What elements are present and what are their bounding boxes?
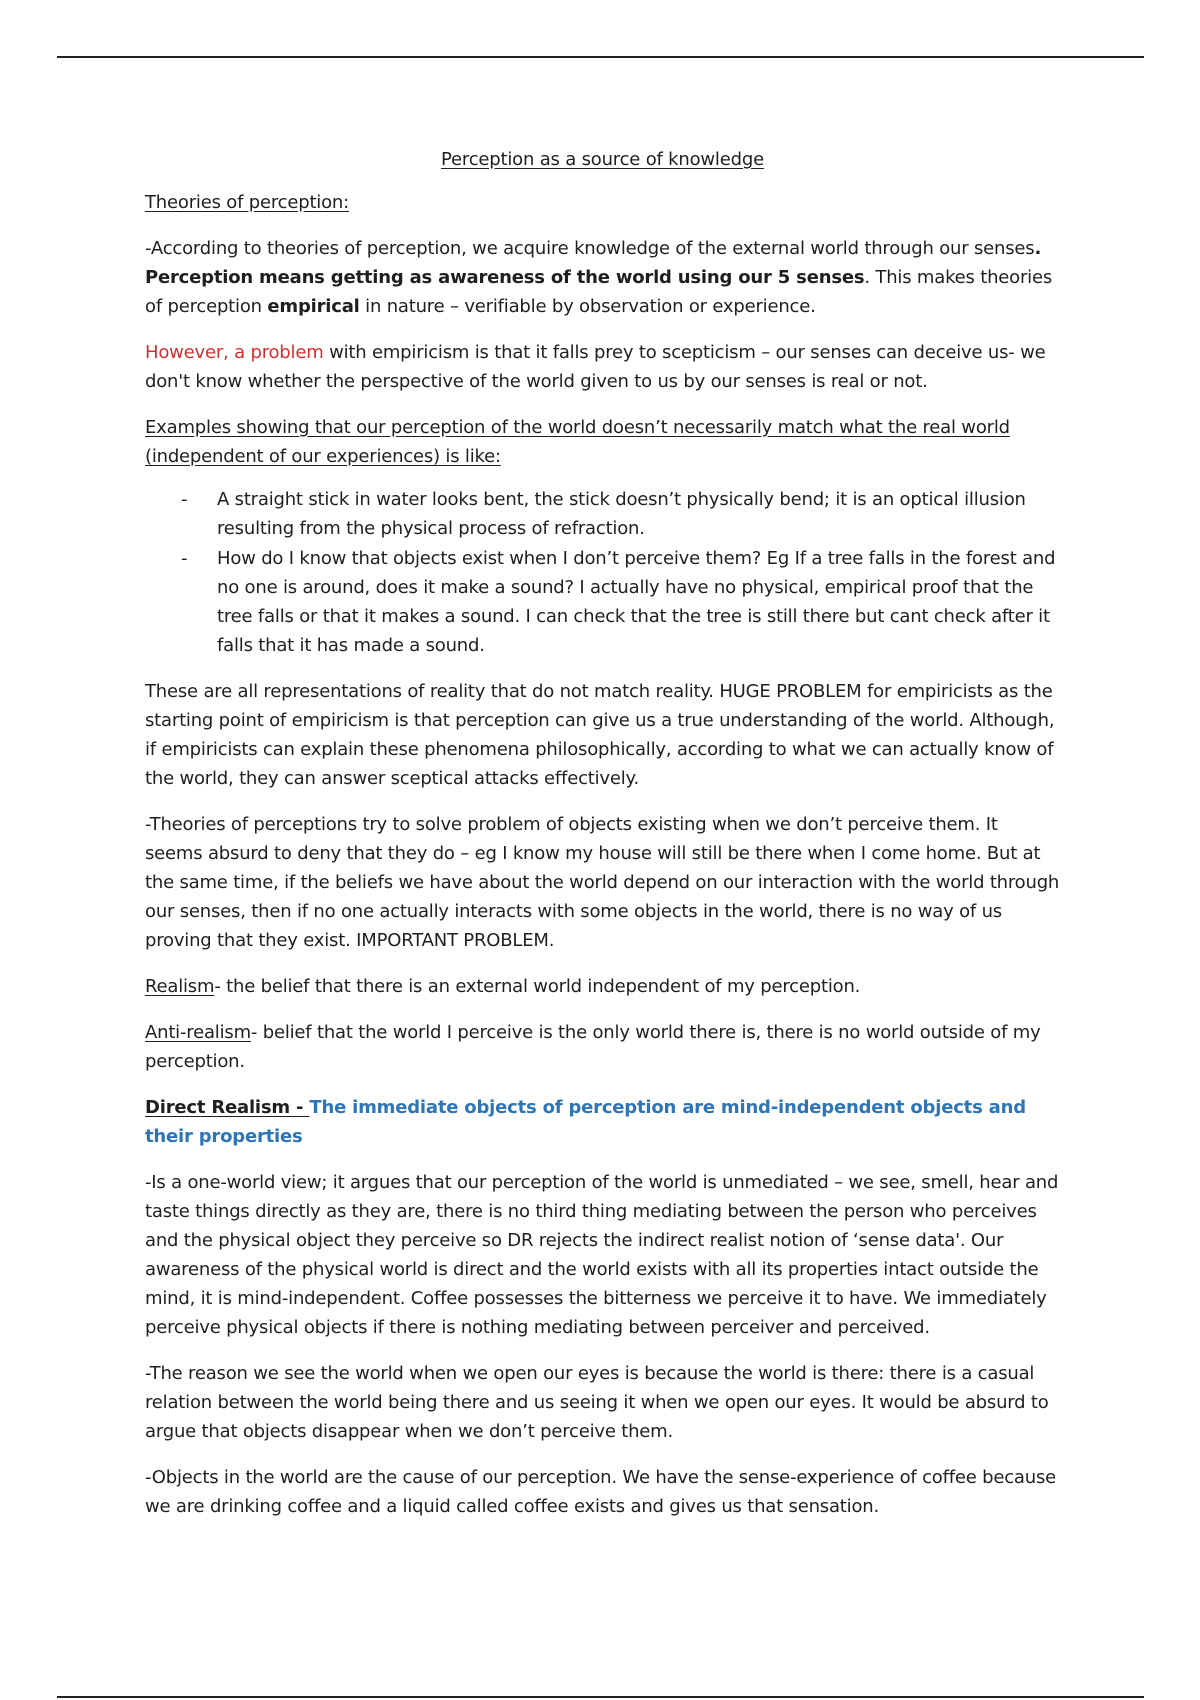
list-item: - How do I know that objects exist when I don’t perceive them? Eg If a tree falls in the forest and no one is around, does it make a sound? I actually have no physical, empirical proof that the tree falls or that it makes a sound. I can check that the tree is still there but cant check after it falls that it has made a sound. bbox=[145, 544, 1060, 660]
dash-bullet-icon: - bbox=[181, 548, 188, 569]
paragraph-one-world-view: -Is a one-world view; it argues that our perception of the world is unmediated – we see, smell, hear and taste things directly as they are, there is no third thing mediating between the person who perceives and the physical object they perceive so DR rejects the indirect realist notion of ‘sense data'. Our awareness of the physical world is direct and the world exists with all its properties intact outside the mind, it is mind-independent. Coffee possesses the bitterness we perceive it to have. We immediately perceive physical objects if there is nothing mediating between perceiver and perceived. bbox=[145, 1172, 1059, 1338]
paragraph-representations: These are all representations of reality that do not match reality. HUGE PROBLEM for empiricists as the starting point of empiricism is that perception can give us a true understanding of the world. Although, if empiricists can explain these phenomena philosophically, according to what we can actually know of the world, they can answer sceptical attacks effectively. bbox=[145, 681, 1055, 789]
definition-anti-realism: Anti-realism- belief that the world I perceive is the only world there is, there is no world outside of my perception. bbox=[145, 1022, 1041, 1072]
page-title: Perception as a source of knowledge bbox=[441, 149, 764, 170]
definition-direct-realism: Direct Realism - The immediate objects of perception are mind-independent objects and their properties bbox=[145, 1097, 1026, 1147]
header-rule bbox=[57, 56, 1144, 58]
examples-list bbox=[145, 485, 1060, 660]
footer-rule bbox=[57, 1696, 1144, 1698]
section-heading-theories: Theories of perception: bbox=[145, 192, 349, 213]
paragraph-objects-existing: -Theories of perceptions try to solve problem of objects existing when we don’t perceive them. It seems absurd to deny that they do – eg I know my house will still be there when I come home. But at the same time, if the beliefs we have about the world depend on our interaction with the world through our senses, then if no one actually interacts with some objects in the world, there is no way of us proving that they exist. IMPORTANT PROBLEM. bbox=[145, 814, 1060, 951]
definition-realism: Realism- the belief that there is an external world independent of my perception. bbox=[145, 976, 861, 997]
paragraph-problem: However, a problem with empiricism is that it falls prey to scepticism – our senses can deceive us- we don't know whether the perspective of the world given to us by our senses is real or not. bbox=[145, 342, 1046, 392]
problem-highlight: However, a problem bbox=[145, 342, 324, 363]
paragraph-causal-relation: -The reason we see the world when we open our eyes is because the world is there: there is a casual relation between the world being there and us seeing it when we open our eyes. It would be absurd to argue that objects disappear when we don’t perceive them. bbox=[145, 1363, 1049, 1442]
section-heading-examples: Examples showing that our perception of the world doesn’t necessarily match what the real world (independent of our experiences) is like: bbox=[145, 417, 1010, 467]
document-body bbox=[145, 145, 1060, 1538]
dash-bullet-icon: - bbox=[181, 489, 188, 510]
paragraph-cause-of-perception: -Objects in the world are the cause of our perception. We have the sense-experience of coffee because we are drinking coffee and a liquid called coffee exists and gives us that sensation. bbox=[145, 1467, 1057, 1517]
list-item: - A straight stick in water looks bent, the stick doesn’t physically bend; it is an optical illusion resulting from the physical process of refraction. bbox=[145, 485, 1060, 543]
paragraph-theories-intro: -According to theories of perception, we acquire knowledge of the external world through our senses. Perception means getting as awareness of the world using our 5 senses. This makes theories of perception empirical in nature – verifiable by observation or experience. bbox=[145, 238, 1053, 317]
